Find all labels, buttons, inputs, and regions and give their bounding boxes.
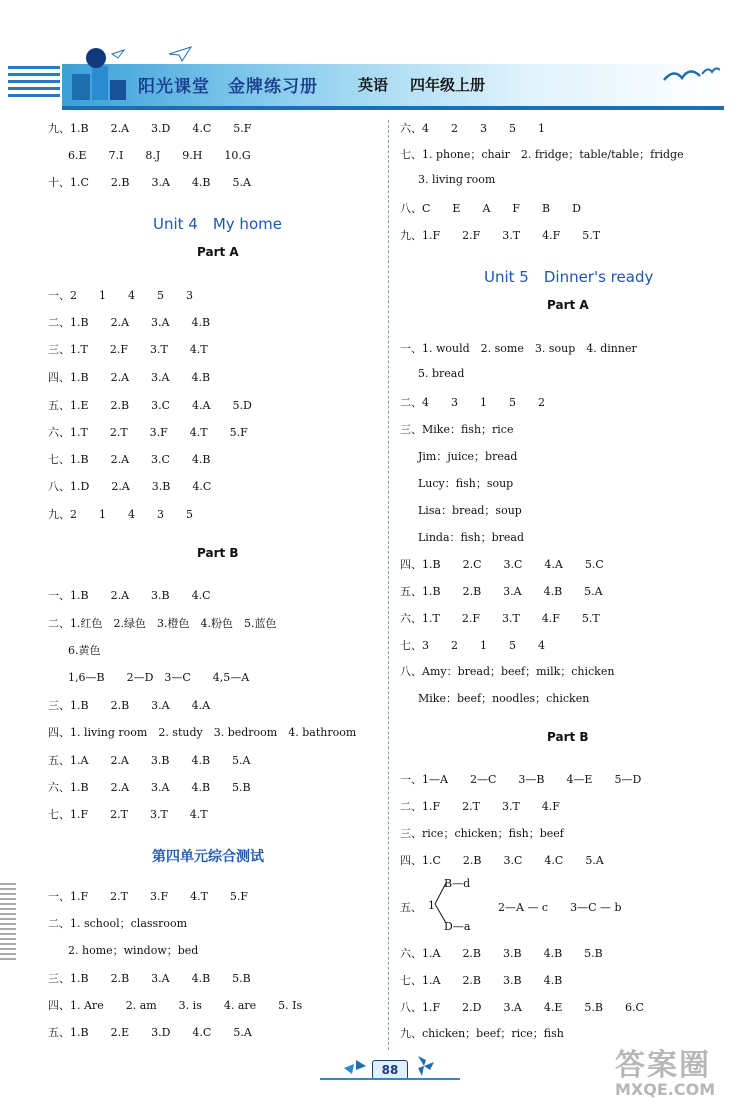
answer-line: 八、Amy：bread；beef；milk；chicken <box>400 665 615 678</box>
page-footer <box>320 1054 460 1084</box>
paper-plane-icon <box>168 46 192 62</box>
answer-line: 四、1. Are 2. am 3. is 4. are 5. Is <box>48 999 303 1012</box>
answer-line: 六、1.B 2.A 3.A 4.B 5.B <box>48 781 251 794</box>
answer-line: Lucy：fish；soup <box>418 477 514 490</box>
page-number: 88 <box>372 1060 408 1080</box>
grade-label: 四年级上册 <box>410 76 486 94</box>
answer-line: 一、2 1 4 5 3 <box>48 289 193 302</box>
banner-stripes <box>8 66 60 108</box>
answer-line: 五、1.B 2.B 3.A 4.B 5.A <box>400 585 603 598</box>
answer-line: 九、chicken；beef；rice；fish <box>400 1027 564 1040</box>
watermark-text: 答案圈 <box>615 1048 711 1083</box>
pinwheel-icon <box>342 1056 368 1078</box>
scan-edge-mark <box>0 880 16 960</box>
answer-line: 1,6—B 2—D 3—C 4,5—A <box>68 671 250 684</box>
part-heading: Part A <box>197 245 239 259</box>
branch-upper: B—d <box>444 877 471 890</box>
answer-prefix: 五、 <box>400 901 422 914</box>
answer-line: 五、1.A 2.A 3.B 4.B 5.A <box>48 754 251 767</box>
book-title: 阳光课堂 金牌练习册 <box>138 77 318 97</box>
answer-line: 三、rice；chicken；fish；beef <box>400 827 564 840</box>
answer-line: 6.E 7.I 8.J 9.H 10.G <box>68 149 251 162</box>
banner-underline <box>62 106 724 110</box>
answer-line: 四、1.B 2.C 3.C 4.A 5.C <box>400 558 604 571</box>
answer-line: 6.黄色 <box>68 644 101 657</box>
subject-label: 英语 <box>358 76 389 94</box>
answer-line: Linda：fish；bread <box>418 531 524 544</box>
answer-line: 二、4 3 1 5 2 <box>400 396 545 409</box>
answer-line: 四、1.B 2.A 3.A 4.B <box>48 371 211 384</box>
answer-line: 四、1.C 2.B 3.C 4.C 5.A <box>400 854 604 867</box>
answer-line: 六、1.T 2.T 3.F 4.T 5.F <box>48 426 248 439</box>
book-logo-icon <box>66 44 134 106</box>
test-heading: 第四单元综合测试 <box>152 849 264 865</box>
answer-line: 5. bread <box>418 367 465 380</box>
windmill-icon <box>412 1054 436 1078</box>
answer-line: 八、1.F 2.D 3.A 4.E 5.B 6.C <box>400 1001 644 1014</box>
answer-line: 十、1.C 2.B 3.A 4.B 5.A <box>48 176 251 189</box>
answer-line: 七、3 2 1 5 4 <box>400 639 545 652</box>
answer-line: 三、1.B 2.B 3.A 4.B 5.B <box>48 972 251 985</box>
answer-line: 五、1.B 2.E 3.D 4.C 5.A <box>48 1026 252 1039</box>
answer-line: 一、1. would 2. some 3. soup 4. dinner <box>400 342 637 355</box>
answer-line: 七、1. phone；chair 2. fridge；table/table；fridge <box>400 148 684 161</box>
answer-line: 九、1.F 2.F 3.T 4.F 5.T <box>400 229 601 242</box>
answer-line: 七、1.F 2.T 3.T 4.T <box>48 808 208 821</box>
seagull-icon <box>660 62 720 88</box>
answer-line: 2—A — c 3—C — b <box>498 901 622 914</box>
answer-line: 2. home；window；bed <box>68 944 199 957</box>
footer-rule <box>320 1078 460 1080</box>
answer-line: 3. living room <box>418 173 496 186</box>
answer-line: 九、2 1 4 3 5 <box>48 508 193 521</box>
answer-line: 二、1.红色 2.绿色 3.橙色 4.粉色 5.蓝色 <box>48 617 277 630</box>
answer-line: 三、1.B 2.B 3.A 4.A <box>48 699 211 712</box>
watermark-url: MXQE.COM <box>615 1080 716 1099</box>
answer-line: 二、1.F 2.T 3.T 4.F <box>400 800 560 813</box>
branch-root: 1 <box>428 899 435 912</box>
answer-line: 八、C E A F B D <box>400 202 581 215</box>
branch-lower: D—a <box>444 920 471 933</box>
answer-line: 八、1.D 2.A 3.B 4.C <box>48 480 212 493</box>
column-divider <box>388 120 389 1050</box>
part-heading: Part B <box>197 546 239 560</box>
part-heading: Part B <box>547 730 589 744</box>
answer-line: 二、1. school；classroom <box>48 917 188 930</box>
answer-line: 六、4 2 3 5 1 <box>400 122 545 135</box>
answer-line: Lisa：bread；soup <box>418 504 522 517</box>
answer-line: 一、1.F 2.T 3.F 4.T 5.F <box>48 890 249 903</box>
header-banner <box>0 44 750 110</box>
answer-line: 五、1.E 2.B 3.C 4.A 5.D <box>48 399 252 412</box>
part-heading: Part A <box>547 298 589 312</box>
answer-line: 一、1—A 2—C 3—B 4—E 5—D <box>400 773 642 786</box>
answer-line: 九、1.B 2.A 3.D 4.C 5.F <box>48 122 252 135</box>
watermark <box>615 1040 715 1099</box>
answer-line: 六、1.A 2.B 3.B 4.B 5.B <box>400 947 603 960</box>
unit-heading: Unit 4 My home <box>153 215 282 233</box>
answer-line: 二、1.B 2.A 3.A 4.B <box>48 316 211 329</box>
answer-line: 三、Mike：fish；rice <box>400 423 514 436</box>
answer-line: Mike：beef；noodles；chicken <box>418 692 590 705</box>
answer-line: 四、1. living room 2. study 3. bedroom 4. bathroom <box>48 726 357 739</box>
answer-line: 三、1.T 2.F 3.T 4.T <box>48 343 208 356</box>
answer-line: Jim：juice；bread <box>418 450 518 463</box>
answer-line: 六、1.T 2.F 3.T 4.F 5.T <box>400 612 600 625</box>
answer-line: 七、1.A 2.B 3.B 4.B <box>400 974 563 987</box>
answer-line: 一、1.B 2.A 3.B 4.C <box>48 589 211 602</box>
unit-heading: Unit 5 Dinner's ready <box>484 268 654 286</box>
answer-line: 七、1.B 2.A 3.C 4.B <box>48 453 211 466</box>
